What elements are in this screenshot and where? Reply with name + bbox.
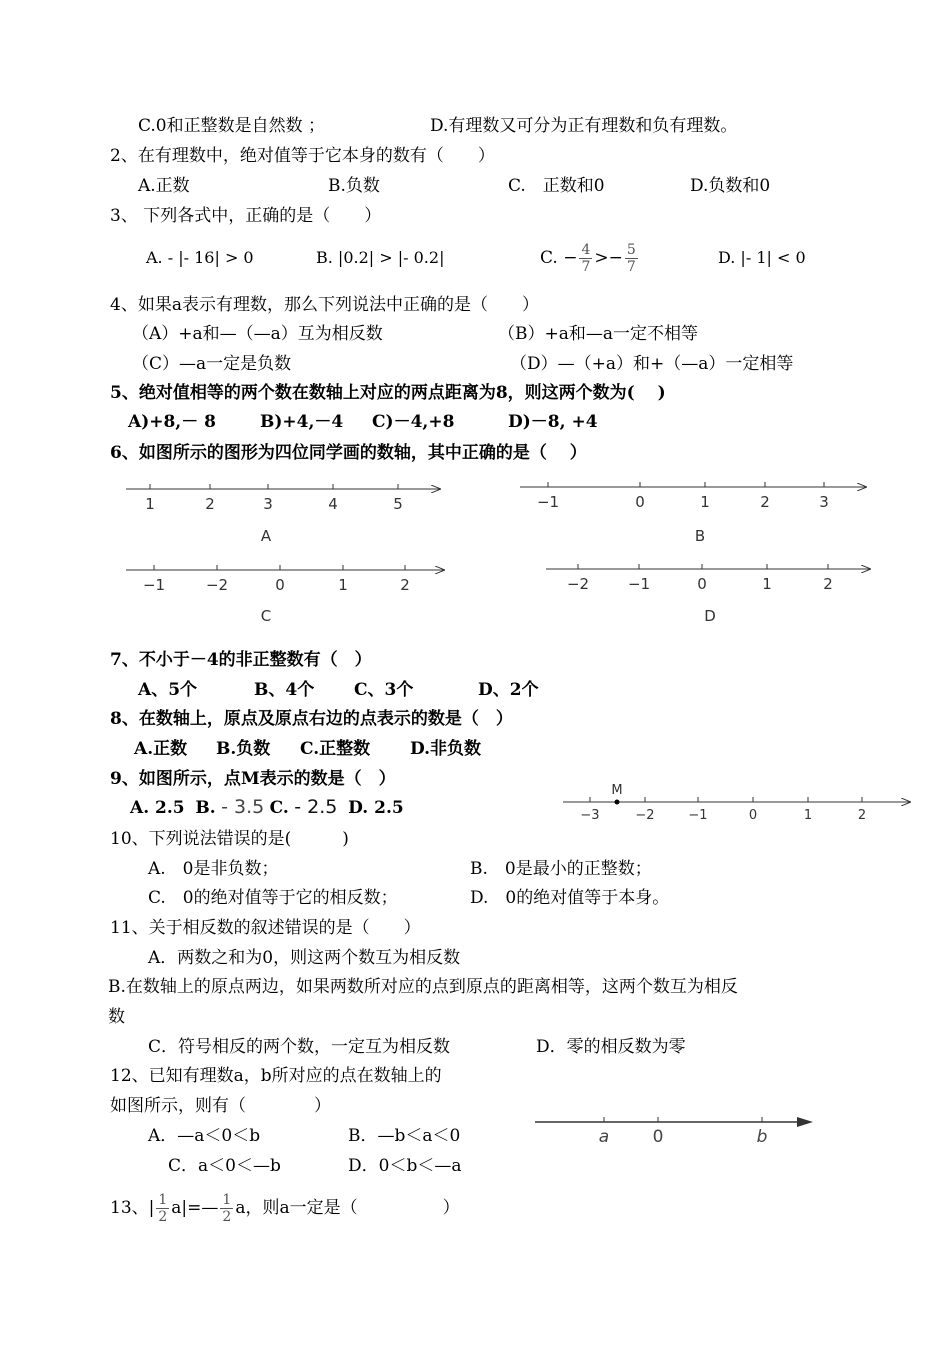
q7-option-c: C、3个 [354, 680, 414, 700]
q1-option-c: C.0和正整数是自然数 ； [138, 116, 326, 136]
q6-a-tick-0: 1 [145, 495, 155, 513]
q3-option-a: A. - |- 16| > 0 [146, 248, 254, 267]
q6-d-tick-3: 1 [762, 575, 772, 593]
q9-stem: 9、如图所示，点M表示的数是（ ） [110, 769, 396, 789]
q12-option-a: A．—a＜0＜b [148, 1126, 261, 1146]
q2-option-d: D.负数和0 [690, 176, 771, 196]
q9-point-m [615, 800, 620, 805]
q9-options [130, 795, 404, 820]
q6-figures [0, 470, 950, 630]
q11-stem: 11、关于相反数的叙述错误的是（ ） [110, 918, 421, 938]
q3-stem: 3、 下列各式中，正确的是（ ） [110, 206, 382, 226]
q9-option-b-value: - 3.5 [221, 796, 265, 818]
q3-option-b: B. |0.2| > |- 0.2| [316, 248, 445, 267]
q7-option-b: B、4个 [254, 680, 315, 700]
q6-b-tick-2: 1 [700, 493, 710, 511]
q6-label-a: A [260, 527, 272, 545]
q7-stem: 7、不小于－4的非正整数有（ ） [110, 650, 372, 670]
q10-option-c: C. 0的绝对值等于它的相反数； [148, 888, 398, 908]
q8-option-b: B.负数 [216, 739, 271, 759]
q5-option-c: C)－4,+8 [372, 412, 455, 432]
q6-c-tick-0: −1 [142, 576, 166, 594]
q6-d-tick-1: −1 [627, 575, 651, 593]
q10-option-d: D. 0的绝对值等于本身。 [470, 888, 670, 908]
q9-option-d: D. 2.5 [348, 798, 404, 818]
q4-option-d: （D）—（+a）和+（—a）一定相等 [510, 354, 794, 374]
q6-c-tick-1: −2 [205, 576, 229, 594]
q8-option-c: C.正整数 [300, 739, 371, 759]
q6-ticks-c [143, 565, 410, 594]
q6-b-tick-4: 3 [819, 493, 829, 511]
q5-option-b: B)+4,－4 [260, 412, 344, 432]
q8-option-d: D.非负数 [410, 739, 482, 759]
q4-stem: 4、如果a表示有理数，那么下列说法中正确的是（ ） [110, 295, 539, 315]
q12-option-b: B．—b＜a＜0 [348, 1126, 461, 1146]
q3-option-d: D. |- 1| < 0 [718, 248, 806, 267]
q9-option-c-label: C. [269, 798, 289, 818]
q12-stem-line1: 12、已知有理数a，b所对应的点在数轴上的 [110, 1066, 442, 1086]
q2-option-a: A.正数 [138, 176, 190, 196]
q6-ticks-b [537, 482, 829, 511]
q11-option-c: C．符号相反的两个数，一定互为相反数 [148, 1037, 451, 1057]
q5-option-d: D)－8, +4 [508, 412, 598, 432]
q9-tick-0: −3 [580, 808, 600, 823]
q9-tick-3: 0 [748, 808, 758, 823]
q7-option-a: A、5个 [138, 680, 198, 700]
q12-label-a: a [598, 1127, 610, 1147]
q6-c-tick-2: 0 [275, 576, 285, 594]
q9-option-a: A. 2.5 [130, 798, 185, 818]
q4-option-a: （A）+a和—（—a）互为相反数 [132, 324, 383, 344]
q4-option-b: （B）+a和—a一定不相等 [498, 324, 699, 344]
q12-option-c: C．a＜0＜—b [168, 1156, 281, 1176]
q11-option-b: B.在数轴上的原点两边，如果两数所对应的点到原点的距离相等，这两个数互为相反 [108, 977, 738, 997]
q2-stem: 2、在有理数中，绝对值等于它本身的数有（ ） [110, 146, 495, 166]
q6-a-tick-4: 5 [393, 495, 403, 513]
q10-stem: 10、下列说法错误的是( ) [110, 829, 349, 849]
q6-label-c: C [260, 607, 272, 625]
q13-stem: 13、| $\frac{1}{2}$ a|=— $\frac{1}{2}$ a，则a一定是（ ） [110, 1192, 460, 1225]
q11-option-d: D．零的相反数为零 [536, 1037, 686, 1057]
q6-b-tick-3: 2 [760, 493, 770, 511]
q2-option-c: C. 正数和0 [508, 176, 605, 196]
q6-d-tick-2: 0 [697, 575, 707, 593]
q1-option-d: D.有理数又可分为正有理数和负有理数。 [430, 116, 738, 136]
q9-number-line [555, 780, 925, 825]
q3-option-c: C. − $\frac{4}{7}$ >− $\frac{5}{7}$ [540, 242, 636, 275]
q6-a-tick-2: 3 [263, 495, 273, 513]
q11-option-a: A．两数之和为0，则这两个数互为相反数 [148, 948, 461, 968]
q6-ticks-d [567, 564, 833, 593]
q2-option-b: B.负数 [328, 176, 380, 196]
q9-option-b-label: B. [195, 798, 216, 818]
q10-option-a: A. 0是非负数； [148, 859, 279, 879]
q5-stem: 5、绝对值相等的两个数在数轴上对应的两点距离为8，则这两个数为( ) [110, 383, 666, 403]
q9-tick-5: 2 [857, 808, 867, 823]
q11-option-b-cont: 数 [108, 1007, 125, 1027]
q6-stem: 6、如图所示的图形为四位同学画的数轴，其中正确的是（ ） [110, 443, 587, 463]
q8-stem: 8、在数轴上，原点及原点右边的点表示的数是（ ） [110, 709, 513, 729]
q12-option-d: D．0＜b＜—a [348, 1156, 462, 1176]
q6-d-tick-4: 2 [823, 575, 833, 593]
q6-c-tick-3: 1 [338, 576, 348, 594]
q7-option-d: D、2个 [478, 680, 539, 700]
q9-option-c-value: - 2.5 [294, 796, 338, 818]
q12-number-line [525, 1108, 825, 1153]
q10-option-b: B. 0是最小的正整数； [470, 859, 652, 879]
q8-option-a: A.正数 [134, 739, 188, 759]
q5-option-a: A)+8,－ 8 [128, 412, 216, 432]
q6-b-tick-0: −1 [536, 493, 560, 511]
q9-tick-1: −2 [635, 808, 655, 823]
q9-point-label: M [611, 783, 623, 798]
q6-ticks-a [145, 484, 403, 513]
q12-label-b: b [756, 1127, 768, 1147]
q9-tick-4: 1 [803, 808, 813, 823]
q9-tick-2: −1 [688, 808, 708, 823]
q6-a-tick-1: 2 [205, 495, 215, 513]
q12-label-zero: 0 [652, 1127, 664, 1147]
q6-c-tick-4: 2 [400, 576, 410, 594]
q6-b-tick-1: 0 [635, 493, 645, 511]
q6-label-d: D [704, 607, 716, 625]
q12-stem-line2: 如图所示，则有（ ） [110, 1096, 331, 1116]
q4-option-c: （C）—a一定是负数 [132, 354, 292, 374]
q6-a-tick-3: 4 [328, 495, 338, 513]
q6-d-tick-0: −2 [566, 575, 590, 593]
q6-label-b: B [694, 527, 706, 545]
